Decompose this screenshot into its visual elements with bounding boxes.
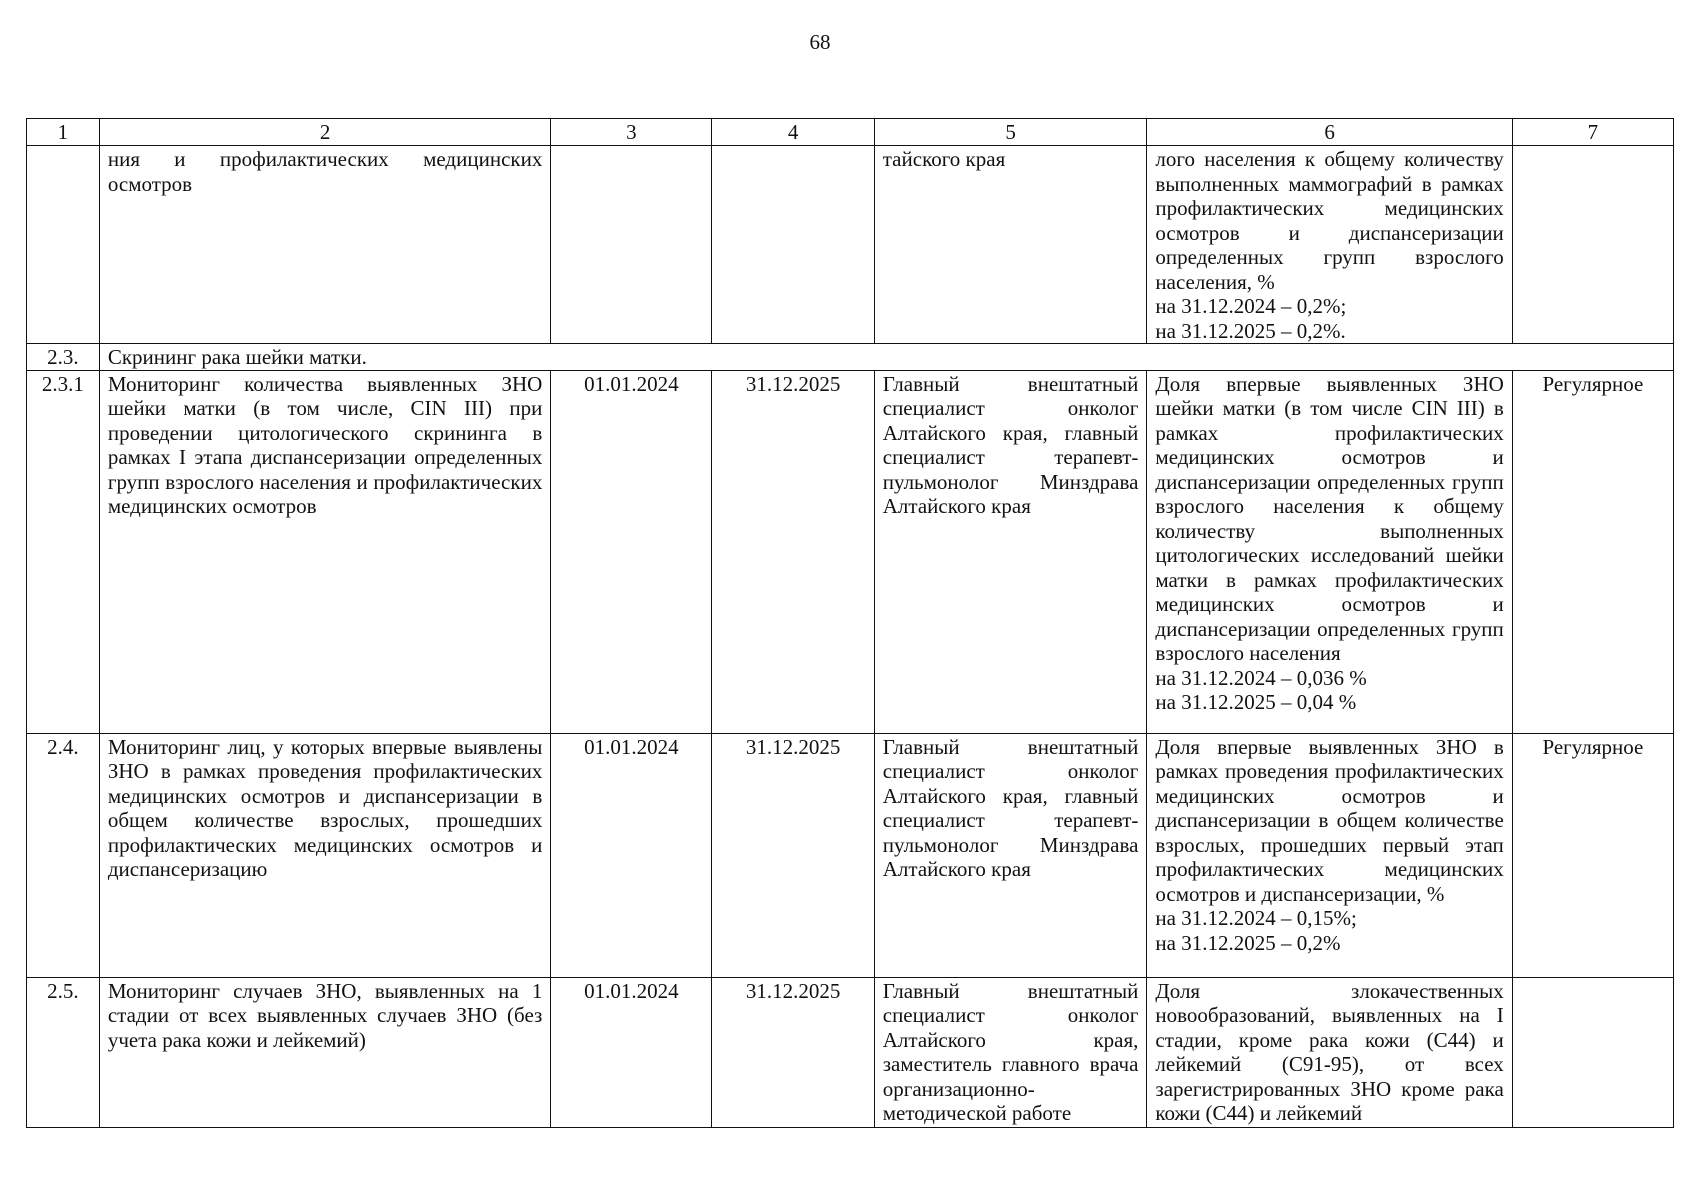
- start-date: 01.01.2024: [551, 370, 712, 733]
- frequency: [1512, 146, 1673, 344]
- indicator-cell: [1147, 146, 1512, 344]
- column-number: 4: [712, 119, 874, 146]
- responsible-person: Главный внештатный специалист онколог Алтайского края, главный специалист терапевт-пульмонолог Минздрава Алтайского края: [874, 370, 1147, 733]
- indicator-target: на 31.12.2024 – 0,2%;: [1155, 294, 1347, 318]
- event-description: Мониторинг случаев ЗНО, выявленных на 1 стадии от всех выявленных случаев ЗНО (без учета рака кожи и лейкемий): [99, 977, 550, 1127]
- responsible-person: Главный внештатный специалист онколог Алтайского края, заместитель главного врача организационно-методической работе: [874, 977, 1147, 1127]
- frequency: Регулярное: [1512, 370, 1673, 733]
- indicator-cell: [1147, 370, 1512, 733]
- indicator-cell: [1147, 977, 1512, 1127]
- indicator-target: на 31.12.2025 – 0,04 %: [1155, 690, 1357, 714]
- indicator-target: на 31.12.2025 – 0,2%: [1155, 930, 1341, 955]
- action-plan-table: [26, 118, 1674, 1128]
- table-row: [27, 370, 1674, 733]
- start-date: 01.01.2024: [551, 733, 712, 977]
- column-number: 6: [1147, 119, 1512, 146]
- column-number: 5: [874, 119, 1147, 146]
- frequency: Регулярное: [1512, 733, 1673, 977]
- column-number: 3: [551, 119, 712, 146]
- page-number: 68: [809, 30, 831, 54]
- end-date: [712, 146, 874, 344]
- responsible-person: тайского края: [874, 146, 1147, 344]
- end-date: 31.12.2025: [712, 733, 874, 977]
- column-number-row: [27, 119, 1674, 146]
- indicator-target: на 31.12.2024 – 0,15%;: [1155, 906, 1357, 930]
- event-description: ния и профилактических медицинских осмотров: [99, 146, 550, 344]
- column-number: 7: [1512, 119, 1673, 146]
- indicator-text: лого населения к общему количеству выполненных маммографий в рамках профилактических медицинских осмотров и диспансеризации определенных групп взрослого населения, %: [1155, 147, 1504, 294]
- indicator-target: на 31.12.2024 – 0,036 %: [1155, 665, 1367, 690]
- event-description: Мониторинг количества выявленных ЗНО шейки матки (в том числе, CIN III) при проведении цитологического скрининга в рамках I этапа диспансеризации определенных групп взрослого населения и профилактических медицинских осмотров: [99, 370, 550, 733]
- section-title: Скрининг рака шейки матки.: [99, 344, 1673, 371]
- indicator-text: Доля впервые выявленных ЗНО шейки матки (в том числе CIN III) в рамках профилактических медицинских осмотров и диспансеризации определенных групп взрослого населения к общему количеству выполненных цитологических исследований шейки матки в рамках профилактических медицинских осмотров и диспансеризации определенных групп взрослого населения: [1155, 371, 1504, 665]
- event-description: Мониторинг лиц, у которых впервые выявлены ЗНО в рамках проведения профилактических медицинских осмотров и диспансеризации в общем количестве взрослых, прошедших профилактических медицинских осмотров и диспансеризацию: [99, 733, 550, 977]
- item-number: 2.5.: [27, 977, 100, 1127]
- table-row: [27, 146, 1674, 344]
- responsible-person: Главный внештатный специалист онколог Алтайского края, главный специалист терапевт-пульмонолог Минздрава Алтайского края: [874, 733, 1147, 977]
- indicator-cell: [1147, 733, 1512, 977]
- section-row: [27, 344, 1674, 371]
- frequency: [1512, 977, 1673, 1127]
- start-date: 01.01.2024: [551, 977, 712, 1127]
- table-row: [27, 733, 1674, 977]
- item-number: 2.3.: [27, 344, 100, 371]
- indicator-text: Доля впервые выявленных ЗНО в рамках проведения профилактических медицинских осмотров и диспансеризации в общем количестве взрослых, прошедших первый этап профилактических медицинских осмотров и диспансеризации, %: [1155, 734, 1504, 906]
- end-date: 31.12.2025: [712, 370, 874, 733]
- start-date: [551, 146, 712, 344]
- indicator-target: на 31.12.2025 – 0,2%.: [1155, 318, 1346, 343]
- column-number: 2: [99, 119, 550, 146]
- item-number: 2.3.1: [27, 370, 100, 733]
- end-date: 31.12.2025: [712, 977, 874, 1127]
- item-number: 2.4.: [27, 733, 100, 977]
- indicator-text: Доля злокачественных новообразований, выявленных на I стадии, кроме рака кожи (С44) и лейкемий (С91-95), от всех зарегистрированных ЗНО кроме рака кожи (С44) и лейкемий: [1155, 978, 1504, 1125]
- item-number: [27, 146, 100, 344]
- table-row: [27, 977, 1674, 1127]
- column-number: 1: [27, 119, 100, 146]
